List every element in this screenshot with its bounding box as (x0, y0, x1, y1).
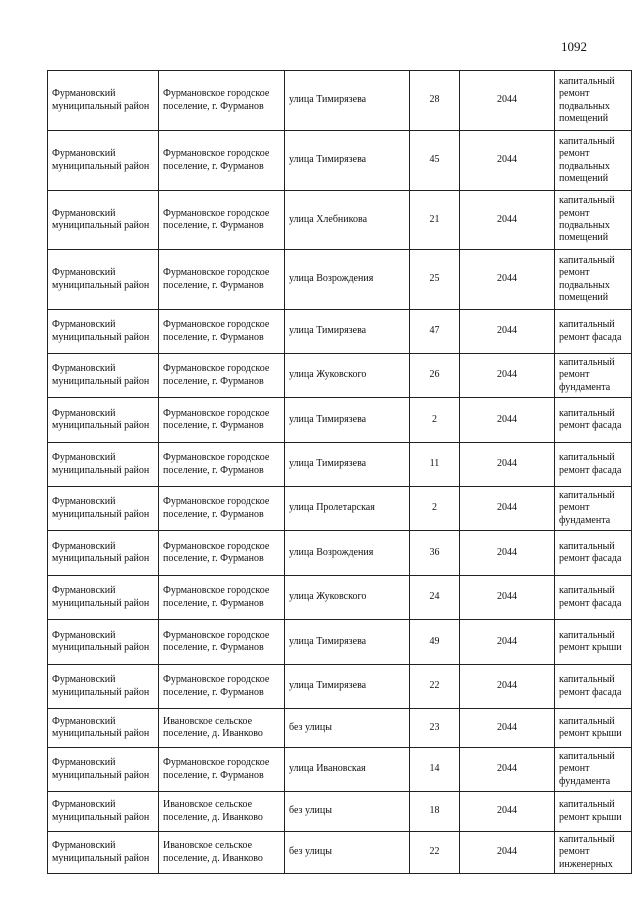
work-type-cell: капитальный ремонт крыши (555, 792, 632, 832)
district-cell: Фурмановский муниципальный район (48, 531, 159, 576)
settlement-cell: Фурмановское городское поселение, г. Фурманов (159, 131, 285, 191)
street-cell: без улицы (285, 832, 410, 874)
district-cell: Фурмановский муниципальный район (48, 71, 159, 131)
table-row (48, 398, 632, 443)
year-cell: 2044 (460, 709, 555, 748)
street-cell: улица Тимирязева (285, 665, 410, 709)
work-type-cell: капитальный ремонт инженерных (555, 832, 632, 874)
work-type-cell: капитальный ремонт фасада (555, 310, 632, 354)
street-cell: улица Тимирязева (285, 398, 410, 443)
street-cell: улица Жуковского (285, 576, 410, 620)
district-cell: Фурмановский муниципальный район (48, 665, 159, 709)
year-cell: 2044 (460, 531, 555, 576)
street-cell: улица Тимирязева (285, 310, 410, 354)
table-row (48, 576, 632, 620)
table-row (48, 748, 632, 792)
year-cell: 2044 (460, 665, 555, 709)
work-type-cell: капитальный ремонт фасада (555, 531, 632, 576)
house-number-cell: 18 (410, 792, 460, 832)
house-number-cell: 47 (410, 310, 460, 354)
house-number-cell: 22 (410, 665, 460, 709)
table-row (48, 310, 632, 354)
street-cell: улица Тимирязева (285, 71, 410, 131)
year-cell: 2044 (460, 832, 555, 874)
work-type-cell: капитальный ремонт фасада (555, 665, 632, 709)
work-type-cell: капитальный ремонт крыши (555, 620, 632, 665)
page-number: 1092 (561, 39, 587, 54)
house-number-cell: 25 (410, 250, 460, 310)
table-row (48, 487, 632, 531)
district-cell: Фурмановский муниципальный район (48, 398, 159, 443)
street-cell: без улицы (285, 792, 410, 832)
district-cell: Фурмановский муниципальный район (48, 576, 159, 620)
district-cell: Фурмановский муниципальный район (48, 191, 159, 250)
district-cell: Фурмановский муниципальный район (48, 832, 159, 874)
year-cell: 2044 (460, 748, 555, 792)
settlement-cell: Фурмановское городское поселение, г. Фурманов (159, 71, 285, 131)
table-row (48, 191, 632, 250)
capital-repair-table (47, 70, 632, 874)
house-number-cell: 2 (410, 487, 460, 531)
year-cell: 2044 (460, 792, 555, 832)
table-row (48, 620, 632, 665)
work-type-cell: капитальный ремонт подвальных помещений (555, 71, 632, 131)
work-type-cell: капитальный ремонт фундамента (555, 748, 632, 792)
year-cell: 2044 (460, 398, 555, 443)
house-number-cell: 26 (410, 354, 460, 398)
table-row (48, 792, 632, 832)
year-cell: 2044 (460, 620, 555, 665)
district-cell: Фурмановский муниципальный район (48, 310, 159, 354)
settlement-cell: Фурмановское городское поселение, г. Фурманов (159, 665, 285, 709)
settlement-cell: Фурмановское городское поселение, г. Фурманов (159, 576, 285, 620)
district-cell: Фурмановский муниципальный район (48, 748, 159, 792)
settlement-cell: Фурмановское городское поселение, г. Фурманов (159, 487, 285, 531)
year-cell: 2044 (460, 71, 555, 131)
district-cell: Фурмановский муниципальный район (48, 250, 159, 310)
settlement-cell: Ивановское сельское поселение, д. Иванково (159, 792, 285, 832)
street-cell: улица Возрождения (285, 250, 410, 310)
settlement-cell: Ивановское сельское поселение, д. Иванково (159, 709, 285, 748)
work-type-cell: капитальный ремонт фасада (555, 576, 632, 620)
year-cell: 2044 (460, 487, 555, 531)
house-number-cell: 22 (410, 832, 460, 874)
district-cell: Фурмановский муниципальный район (48, 620, 159, 665)
settlement-cell: Фурмановское городское поселение, г. Фурманов (159, 191, 285, 250)
house-number-cell: 24 (410, 576, 460, 620)
district-cell: Фурмановский муниципальный район (48, 487, 159, 531)
year-cell: 2044 (460, 576, 555, 620)
year-cell: 2044 (460, 443, 555, 487)
table-row (48, 531, 632, 576)
house-number-cell: 21 (410, 191, 460, 250)
house-number-cell: 28 (410, 71, 460, 131)
settlement-cell: Фурмановское городское поселение, г. Фурманов (159, 620, 285, 665)
street-cell: улица Возрождения (285, 531, 410, 576)
street-cell: улица Хлебникова (285, 191, 410, 250)
street-cell: улица Тимирязева (285, 443, 410, 487)
table-row (48, 832, 632, 874)
settlement-cell: Фурмановское городское поселение, г. Фурманов (159, 748, 285, 792)
work-type-cell: капитальный ремонт фундамента (555, 354, 632, 398)
year-cell: 2044 (460, 354, 555, 398)
house-number-cell: 14 (410, 748, 460, 792)
settlement-cell: Фурмановское городское поселение, г. Фурманов (159, 310, 285, 354)
street-cell: улица Тимирязева (285, 131, 410, 191)
house-number-cell: 11 (410, 443, 460, 487)
district-cell: Фурмановский муниципальный район (48, 709, 159, 748)
settlement-cell: Ивановское сельское поселение, д. Иванково (159, 832, 285, 874)
settlement-cell: Фурмановское городское поселение, г. Фурманов (159, 250, 285, 310)
house-number-cell: 2 (410, 398, 460, 443)
table-row (48, 131, 632, 191)
house-number-cell: 49 (410, 620, 460, 665)
work-type-cell: капитальный ремонт фасада (555, 443, 632, 487)
work-type-cell: капитальный ремонт подвальных помещений (555, 131, 632, 191)
work-type-cell: капитальный ремонт подвальных помещений (555, 191, 632, 250)
street-cell: улица Тимирязева (285, 620, 410, 665)
street-cell: без улицы (285, 709, 410, 748)
table-row (48, 665, 632, 709)
year-cell: 2044 (460, 131, 555, 191)
district-cell: Фурмановский муниципальный район (48, 443, 159, 487)
year-cell: 2044 (460, 310, 555, 354)
settlement-cell: Фурмановское городское поселение, г. Фурманов (159, 443, 285, 487)
house-number-cell: 23 (410, 709, 460, 748)
table-row (48, 354, 632, 398)
district-cell: Фурмановский муниципальный район (48, 131, 159, 191)
settlement-cell: Фурмановское городское поселение, г. Фурманов (159, 531, 285, 576)
settlement-cell: Фурмановское городское поселение, г. Фурманов (159, 398, 285, 443)
house-number-cell: 45 (410, 131, 460, 191)
table-row (48, 443, 632, 487)
settlement-cell: Фурмановское городское поселение, г. Фурманов (159, 354, 285, 398)
work-type-cell: капитальный ремонт крыши (555, 709, 632, 748)
street-cell: улица Пролетарская (285, 487, 410, 531)
house-number-cell: 36 (410, 531, 460, 576)
table-body (48, 71, 632, 874)
district-cell: Фурмановский муниципальный район (48, 792, 159, 832)
table-row (48, 71, 632, 131)
district-cell: Фурмановский муниципальный район (48, 354, 159, 398)
year-cell: 2044 (460, 191, 555, 250)
work-type-cell: капитальный ремонт фундамента (555, 487, 632, 531)
year-cell: 2044 (460, 250, 555, 310)
street-cell: улица Жуковского (285, 354, 410, 398)
table-row (48, 709, 632, 748)
work-type-cell: капитальный ремонт фасада (555, 398, 632, 443)
work-type-cell: капитальный ремонт подвальных помещений (555, 250, 632, 310)
street-cell: улица Ивановская (285, 748, 410, 792)
table-row (48, 250, 632, 310)
